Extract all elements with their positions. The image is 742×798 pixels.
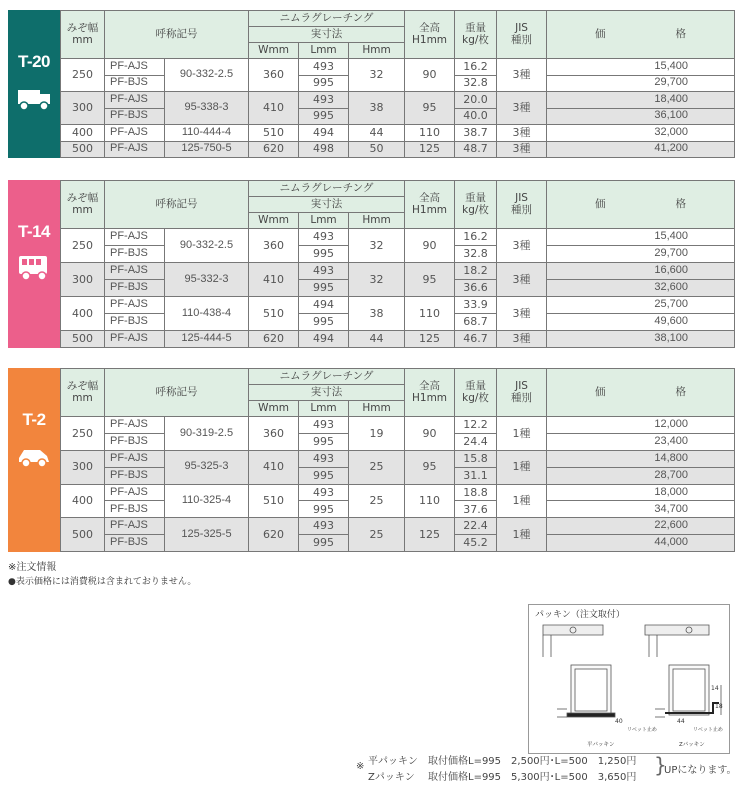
col-weight: 重量 kg/枚 bbox=[455, 11, 497, 59]
spec-table bbox=[60, 180, 735, 348]
cell-price: 32,600 bbox=[547, 280, 735, 297]
col-l: Lmm bbox=[299, 43, 349, 59]
load-class-label: T-20 bbox=[17, 52, 51, 71]
cell-width: 300 bbox=[61, 450, 105, 484]
car-icon bbox=[16, 440, 52, 470]
spec-block-t-14 bbox=[8, 180, 734, 348]
col-height: 全高 H1mm bbox=[405, 369, 455, 417]
cell-h1: 95 bbox=[405, 450, 455, 484]
cell-l: 494 bbox=[299, 331, 349, 348]
cell-h1: 90 bbox=[405, 229, 455, 263]
col-h: Hmm bbox=[349, 43, 405, 59]
cell-l: 493 bbox=[299, 450, 349, 467]
cell-w: 360 bbox=[249, 417, 299, 451]
cell-model: PF-AJS bbox=[105, 484, 165, 501]
up-suffix: UPになります。 bbox=[664, 765, 737, 776]
notes-line: ●表示価格には消費税は含まれておりません。 bbox=[8, 577, 197, 587]
cell-h: 32 bbox=[349, 229, 405, 263]
col-code: 呼称記号 bbox=[105, 11, 249, 59]
cell-model: PF-BJS bbox=[105, 75, 165, 92]
cell-w: 410 bbox=[249, 92, 299, 125]
cell-l: 995 bbox=[299, 246, 349, 263]
cell-jis: 3種 bbox=[497, 297, 547, 331]
cell-price: 16,600 bbox=[547, 263, 735, 280]
cell-model: PF-BJS bbox=[105, 246, 165, 263]
cell-l: 493 bbox=[299, 92, 349, 109]
cell-model: PF-BJS bbox=[105, 535, 165, 552]
cell-price: 25,700 bbox=[547, 297, 735, 314]
cell-price: 23,400 bbox=[547, 433, 735, 450]
cell-price: 38,100 bbox=[547, 331, 735, 348]
cell-width: 400 bbox=[61, 297, 105, 331]
cell-weight: 18.8 bbox=[455, 484, 497, 501]
cell-weight: 18.2 bbox=[455, 263, 497, 280]
cell-model: PF-BJS bbox=[105, 467, 165, 484]
cell-w: 510 bbox=[249, 484, 299, 518]
cell-width: 500 bbox=[61, 518, 105, 552]
caption-z-packing: Zパッキン bbox=[679, 742, 705, 748]
dim-18: 18 bbox=[715, 703, 723, 710]
notes-title: ※注文情報 bbox=[8, 562, 57, 573]
table-row bbox=[61, 518, 735, 535]
cell-h: 38 bbox=[349, 297, 405, 331]
cell-h: 44 bbox=[349, 125, 405, 142]
cell-h: 50 bbox=[349, 141, 405, 158]
table-row bbox=[61, 263, 735, 280]
cell-l: 494 bbox=[299, 297, 349, 314]
cell-weight: 31.1 bbox=[455, 467, 497, 484]
cell-model: PF-AJS bbox=[105, 125, 165, 142]
cell-code: 95-325-3 bbox=[165, 450, 249, 484]
cell-code: 125-325-5 bbox=[165, 518, 249, 552]
cell-jis: 3種 bbox=[497, 59, 547, 92]
cell-weight: 33.9 bbox=[455, 297, 497, 314]
cell-l: 498 bbox=[299, 141, 349, 158]
cell-width: 300 bbox=[61, 92, 105, 125]
cell-jis: 3種 bbox=[497, 125, 547, 142]
cell-price: 15,400 bbox=[547, 59, 735, 76]
cell-jis: 1種 bbox=[497, 484, 547, 518]
cell-code: 110-325-4 bbox=[165, 484, 249, 518]
cell-model: PF-AJS bbox=[105, 518, 165, 535]
col-weight: 重量 kg/枚 bbox=[455, 369, 497, 417]
cell-l: 493 bbox=[299, 263, 349, 280]
cell-w: 360 bbox=[249, 59, 299, 92]
cell-model: PF-AJS bbox=[105, 263, 165, 280]
cell-price: 29,700 bbox=[547, 75, 735, 92]
cell-h1: 125 bbox=[405, 141, 455, 158]
cell-jis: 3種 bbox=[497, 263, 547, 297]
cell-weight: 16.2 bbox=[455, 59, 497, 76]
col-actual: 実寸法 bbox=[249, 197, 405, 213]
col-price: 価 格 bbox=[547, 11, 735, 59]
cell-l: 493 bbox=[299, 417, 349, 434]
table-row bbox=[61, 417, 735, 434]
cell-l: 493 bbox=[299, 229, 349, 246]
col-grating: ニムラグレーチング bbox=[249, 369, 405, 385]
spec-block-t-2 bbox=[8, 368, 734, 552]
cell-weight: 36.6 bbox=[455, 280, 497, 297]
col-w: Wmm bbox=[249, 401, 299, 417]
col-height: 全高 H1mm bbox=[405, 11, 455, 59]
col-code: 呼称記号 bbox=[105, 369, 249, 417]
cell-code: 95-338-3 bbox=[165, 92, 249, 125]
cell-w: 620 bbox=[249, 141, 299, 158]
brace: } bbox=[654, 753, 667, 777]
col-l: Lmm bbox=[299, 401, 349, 417]
cell-price: 49,600 bbox=[547, 314, 735, 331]
dim-14: 14 bbox=[711, 685, 719, 692]
col-w: Wmm bbox=[249, 213, 299, 229]
truck-icon bbox=[16, 82, 52, 112]
cell-model: PF-AJS bbox=[105, 229, 165, 246]
load-class-sidebar bbox=[8, 180, 60, 348]
cell-weight: 37.6 bbox=[455, 501, 497, 518]
cell-model: PF-AJS bbox=[105, 59, 165, 76]
cell-l: 493 bbox=[299, 518, 349, 535]
cell-l: 995 bbox=[299, 433, 349, 450]
cell-weight: 16.2 bbox=[455, 229, 497, 246]
col-width: みぞ幅 mm bbox=[61, 11, 105, 59]
cell-weight: 24.4 bbox=[455, 433, 497, 450]
cell-w: 410 bbox=[249, 263, 299, 297]
cell-h: 32 bbox=[349, 59, 405, 92]
cell-price: 34,700 bbox=[547, 501, 735, 518]
z-packing-price: 取付価格L=995 5,300円･L=500 3,650円 bbox=[428, 772, 637, 783]
cell-weight: 15.8 bbox=[455, 450, 497, 467]
flat-packing-name: 平パッキン bbox=[368, 756, 418, 767]
spec-table bbox=[60, 368, 735, 552]
load-class-label: T-2 bbox=[22, 410, 46, 429]
cell-l: 995 bbox=[299, 108, 349, 125]
rivet-right: リベット止め bbox=[693, 727, 723, 733]
col-actual: 実寸法 bbox=[249, 385, 405, 401]
table-row bbox=[61, 125, 735, 142]
cell-h1: 110 bbox=[405, 125, 455, 142]
cell-code: 95-332-3 bbox=[165, 263, 249, 297]
col-jis: JIS 種別 bbox=[497, 369, 547, 417]
col-l: Lmm bbox=[299, 213, 349, 229]
cell-w: 410 bbox=[249, 450, 299, 484]
cell-w: 510 bbox=[249, 125, 299, 142]
cell-price: 28,700 bbox=[547, 467, 735, 484]
cell-width: 500 bbox=[61, 141, 105, 158]
cell-weight: 20.0 bbox=[455, 92, 497, 109]
cell-l: 995 bbox=[299, 75, 349, 92]
cell-h1: 95 bbox=[405, 263, 455, 297]
cell-h: 19 bbox=[349, 417, 405, 451]
spec-table bbox=[60, 10, 735, 158]
flat-packing-price: 取付価格L=995 2,500円･L=500 1,250円 bbox=[428, 756, 637, 767]
cell-weight: 38.7 bbox=[455, 125, 497, 142]
cell-price: 41,200 bbox=[547, 141, 735, 158]
cell-price: 18,400 bbox=[547, 92, 735, 109]
load-class-label: T-14 bbox=[17, 222, 51, 241]
cell-price: 44,000 bbox=[547, 535, 735, 552]
cell-model: PF-AJS bbox=[105, 450, 165, 467]
cell-jis: 1種 bbox=[497, 518, 547, 552]
cell-jis: 1種 bbox=[497, 450, 547, 484]
cell-weight: 32.8 bbox=[455, 246, 497, 263]
cell-price: 36,100 bbox=[547, 108, 735, 125]
cell-code: 110-444-4 bbox=[165, 125, 249, 142]
cell-price: 29,700 bbox=[547, 246, 735, 263]
cell-h: 32 bbox=[349, 263, 405, 297]
cell-model: PF-BJS bbox=[105, 108, 165, 125]
col-actual: 実寸法 bbox=[249, 27, 405, 43]
cell-code: 125-444-5 bbox=[165, 331, 249, 348]
packing-figure bbox=[528, 604, 730, 754]
cell-h: 38 bbox=[349, 92, 405, 125]
cell-jis: 3種 bbox=[497, 141, 547, 158]
cell-w: 620 bbox=[249, 331, 299, 348]
col-grating: ニムラグレーチング bbox=[249, 11, 405, 27]
cell-l: 995 bbox=[299, 535, 349, 552]
cell-jis: 3種 bbox=[497, 229, 547, 263]
col-width: みぞ幅 mm bbox=[61, 369, 105, 417]
cell-weight: 68.7 bbox=[455, 314, 497, 331]
cell-weight: 32.8 bbox=[455, 75, 497, 92]
cell-l: 995 bbox=[299, 467, 349, 484]
cell-model: PF-BJS bbox=[105, 314, 165, 331]
cell-price: 22,600 bbox=[547, 518, 735, 535]
figure-title: パッキン（注文取付） bbox=[535, 610, 625, 620]
cell-h1: 125 bbox=[405, 331, 455, 348]
cell-model: PF-AJS bbox=[105, 331, 165, 348]
cell-price: 12,000 bbox=[547, 417, 735, 434]
cell-h: 25 bbox=[349, 450, 405, 484]
cell-h: 25 bbox=[349, 484, 405, 518]
cell-code: 125-750-5 bbox=[165, 141, 249, 158]
cell-width: 300 bbox=[61, 263, 105, 297]
col-height: 全高 H1mm bbox=[405, 181, 455, 229]
dim-44: 44 bbox=[677, 718, 685, 725]
col-price: 価 格 bbox=[547, 369, 735, 417]
col-width: みぞ幅 mm bbox=[61, 181, 105, 229]
cell-code: 90-332-2.5 bbox=[165, 229, 249, 263]
cell-l: 493 bbox=[299, 59, 349, 76]
col-jis: JIS 種別 bbox=[497, 181, 547, 229]
cell-l: 995 bbox=[299, 501, 349, 518]
cell-h1: 90 bbox=[405, 417, 455, 451]
cell-h1: 95 bbox=[405, 92, 455, 125]
table-row bbox=[61, 450, 735, 467]
cell-h: 25 bbox=[349, 518, 405, 552]
cell-l: 494 bbox=[299, 125, 349, 142]
cell-jis: 1種 bbox=[497, 417, 547, 451]
bus-icon bbox=[16, 252, 52, 282]
cell-model: PF-BJS bbox=[105, 501, 165, 518]
col-price: 価 格 bbox=[547, 181, 735, 229]
cell-weight: 46.7 bbox=[455, 331, 497, 348]
cell-h1: 125 bbox=[405, 518, 455, 552]
note-mark: ※ bbox=[356, 761, 365, 772]
cell-price: 18,000 bbox=[547, 484, 735, 501]
cell-model: PF-BJS bbox=[105, 433, 165, 450]
col-grating: ニムラグレーチング bbox=[249, 181, 405, 197]
z-packing-name: Zパッキン bbox=[368, 772, 415, 783]
cell-model: PF-AJS bbox=[105, 141, 165, 158]
notes bbox=[8, 560, 196, 590]
col-code: 呼称記号 bbox=[105, 181, 249, 229]
table-row bbox=[61, 59, 735, 76]
cell-code: 90-332-2.5 bbox=[165, 59, 249, 92]
cell-l: 995 bbox=[299, 280, 349, 297]
cell-model: PF-BJS bbox=[105, 280, 165, 297]
col-weight: 重量 kg/枚 bbox=[455, 181, 497, 229]
load-class-sidebar bbox=[8, 10, 60, 158]
cell-width: 250 bbox=[61, 59, 105, 92]
cell-weight: 40.0 bbox=[455, 108, 497, 125]
col-w: Wmm bbox=[249, 43, 299, 59]
table-row bbox=[61, 331, 735, 348]
cell-width: 250 bbox=[61, 229, 105, 263]
cell-width: 500 bbox=[61, 331, 105, 348]
cell-weight: 45.2 bbox=[455, 535, 497, 552]
cell-l: 995 bbox=[299, 314, 349, 331]
cell-w: 360 bbox=[249, 229, 299, 263]
cell-price: 15,400 bbox=[547, 229, 735, 246]
cell-w: 510 bbox=[249, 297, 299, 331]
cell-jis: 3種 bbox=[497, 331, 547, 348]
col-h: Hmm bbox=[349, 401, 405, 417]
spec-block-t-20 bbox=[8, 10, 734, 158]
dim-40: 40 bbox=[615, 718, 623, 725]
rivet-left: リベット止め bbox=[627, 727, 657, 733]
cell-price: 14,800 bbox=[547, 450, 735, 467]
cell-weight: 48.7 bbox=[455, 141, 497, 158]
cell-h1: 90 bbox=[405, 59, 455, 92]
cell-width: 400 bbox=[61, 125, 105, 142]
load-class-sidebar bbox=[8, 368, 60, 552]
cell-width: 250 bbox=[61, 417, 105, 451]
cell-h1: 110 bbox=[405, 484, 455, 518]
cell-price: 32,000 bbox=[547, 125, 735, 142]
table-row bbox=[61, 484, 735, 501]
cell-model: PF-AJS bbox=[105, 92, 165, 109]
cell-code: 90-319-2.5 bbox=[165, 417, 249, 451]
cell-model: PF-AJS bbox=[105, 417, 165, 434]
cell-w: 620 bbox=[249, 518, 299, 552]
cell-code: 110-438-4 bbox=[165, 297, 249, 331]
cell-h: 44 bbox=[349, 331, 405, 348]
table-row bbox=[61, 141, 735, 158]
cell-h1: 110 bbox=[405, 297, 455, 331]
cell-l: 493 bbox=[299, 484, 349, 501]
table-row bbox=[61, 92, 735, 109]
col-jis: JIS 種別 bbox=[497, 11, 547, 59]
cell-model: PF-AJS bbox=[105, 297, 165, 314]
table-row bbox=[61, 297, 735, 314]
cell-weight: 12.2 bbox=[455, 417, 497, 434]
caption-flat-packing: 平パッキン bbox=[587, 742, 615, 748]
table-row bbox=[61, 229, 735, 246]
cell-weight: 22.4 bbox=[455, 518, 497, 535]
cell-jis: 3種 bbox=[497, 92, 547, 125]
cell-width: 400 bbox=[61, 484, 105, 518]
col-h: Hmm bbox=[349, 213, 405, 229]
